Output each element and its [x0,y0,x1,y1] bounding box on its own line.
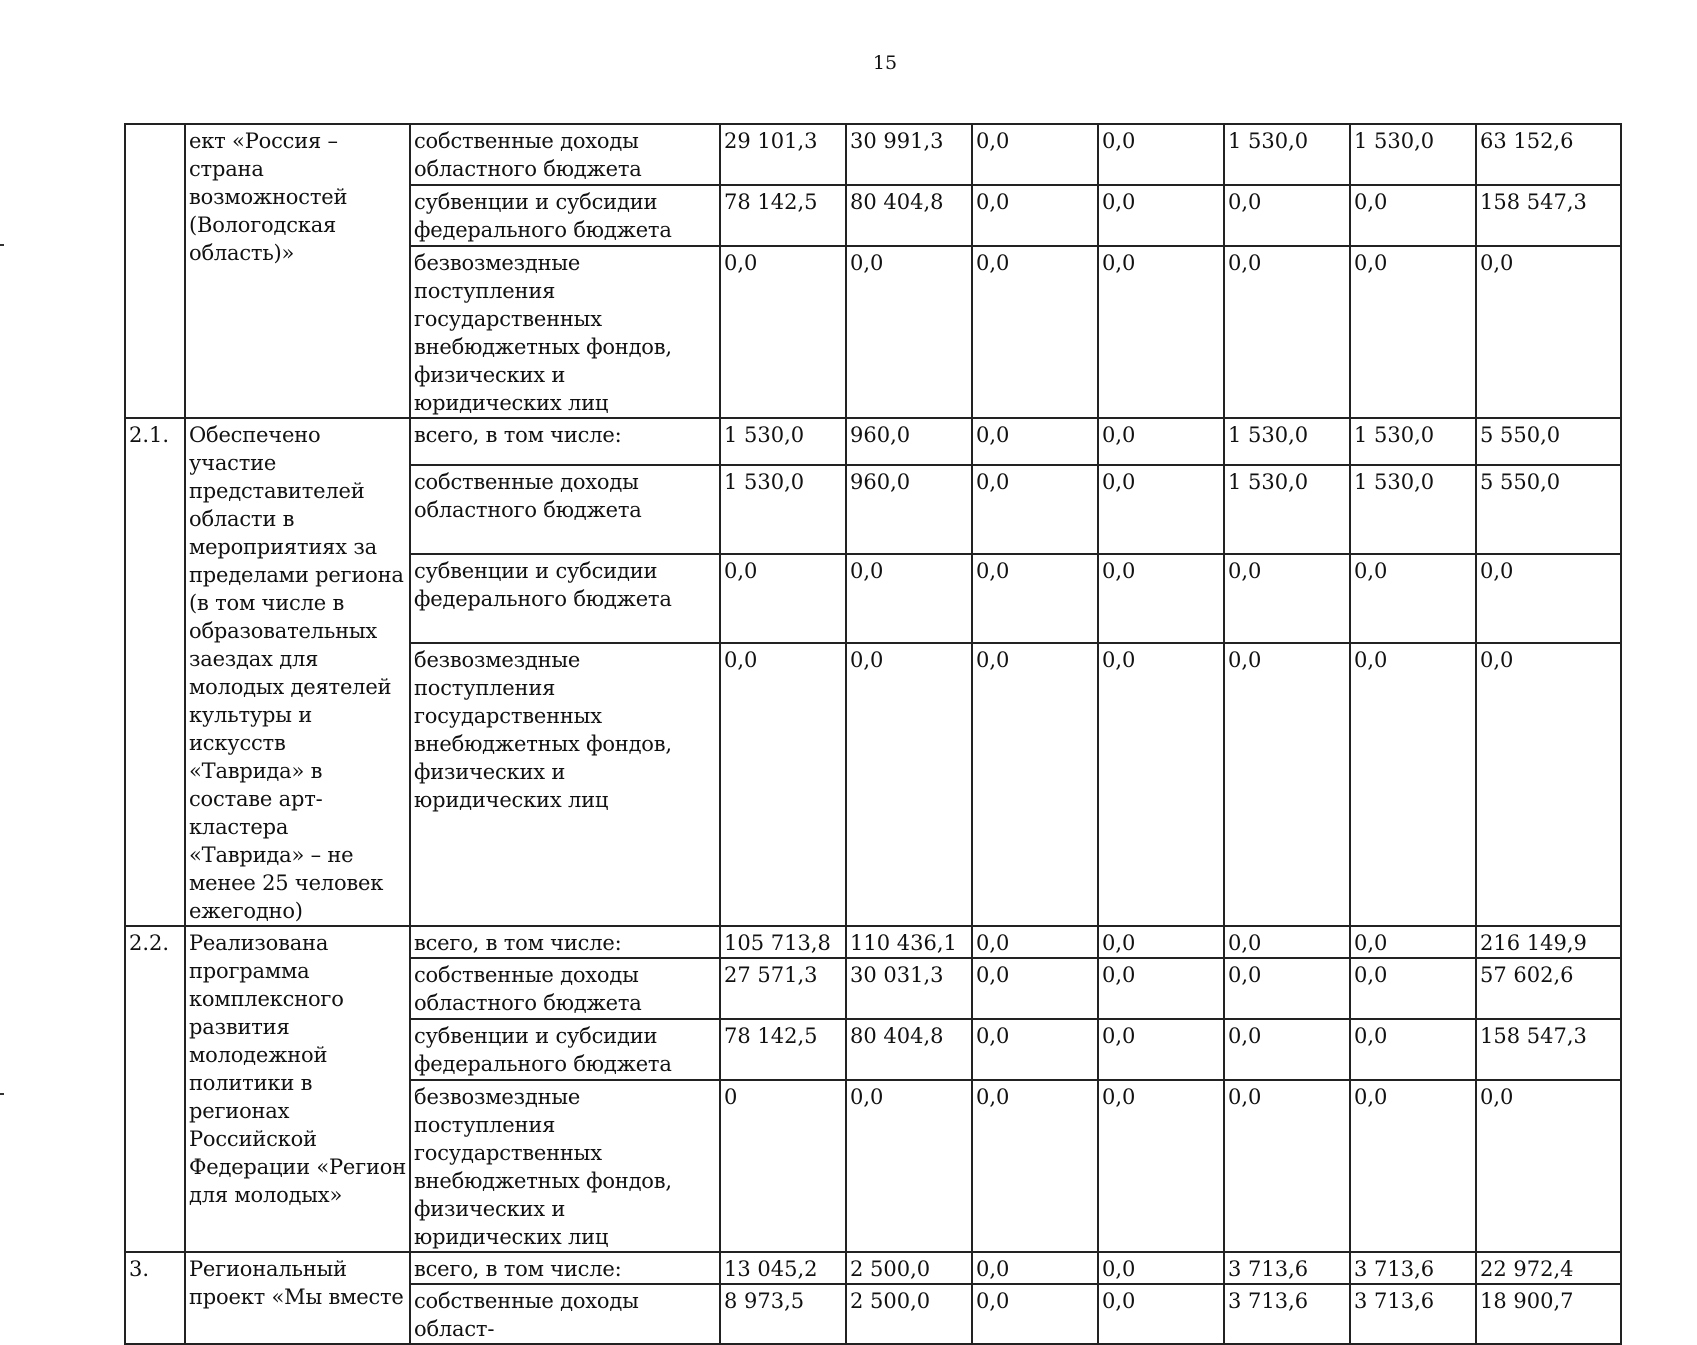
funding-source: безвозмездные поступления государственных внебюджетных фондов, физических и юридических лиц [410,246,720,418]
funding-source: собственные доходы област- [410,1284,720,1344]
value-cell: 0,0 [972,554,1098,643]
funding-source: субвенции и субсидии федерального бюджета [410,185,720,246]
scan-mark [0,1093,4,1095]
funding-source: всего, в том числе: [410,926,720,958]
value-total: 0,0 [1476,1080,1621,1252]
value-cell: 0,0 [1350,1080,1476,1252]
value-cell: 0,0 [1350,958,1476,1019]
value-cell: 0,0 [1098,1080,1224,1252]
value-cell: 0,0 [972,926,1098,958]
value-cell: 0,0 [1224,926,1350,958]
value-cell: 8 973,5 [720,1284,846,1344]
item-name: Реализована программа комплексного развития молодежной политики в регионах Российской Федерации «Регион для молодых» [185,926,410,1252]
table-row [125,926,1621,958]
value-cell: 78 142,5 [720,1019,846,1080]
funding-source: всего, в том числе: [410,1252,720,1284]
item-number: 3. [125,1252,185,1344]
value-cell: 1 530,0 [1224,465,1350,554]
value-cell: 3 713,6 [1224,1284,1350,1344]
value-cell: 0,0 [972,1284,1098,1344]
value-cell: 0,0 [720,246,846,418]
value-cell: 0,0 [1350,246,1476,418]
value-total: 5 550,0 [1476,418,1621,465]
value-cell: 0,0 [1350,185,1476,246]
funding-source: субвенции и субсидии федерального бюджета [410,554,720,643]
value-cell: 2 500,0 [846,1284,972,1344]
value-cell: 0,0 [846,1080,972,1252]
value-cell: 0,0 [1098,1019,1224,1080]
value-cell: 0,0 [846,246,972,418]
value-total: 158 547,3 [1476,185,1621,246]
value-cell: 0,0 [972,643,1098,926]
value-cell: 0,0 [1224,958,1350,1019]
item-number: 2.1. [125,418,185,926]
value-cell: 1 530,0 [1350,124,1476,185]
value-cell: 0,0 [1350,643,1476,926]
value-cell: 0,0 [972,958,1098,1019]
value-cell: 0,0 [972,1019,1098,1080]
value-total: 63 152,6 [1476,124,1621,185]
funding-source: собственные доходы областного бюджета [410,958,720,1019]
value-cell: 3 713,6 [1350,1252,1476,1284]
value-cell: 0,0 [1350,926,1476,958]
funding-source: субвенции и субсидии федерального бюджета [410,1019,720,1080]
value-total: 0,0 [1476,554,1621,643]
value-cell: 0 [720,1080,846,1252]
value-cell: 960,0 [846,465,972,554]
value-cell: 0,0 [1098,643,1224,926]
value-cell: 1 530,0 [1224,124,1350,185]
value-total: 0,0 [1476,643,1621,926]
value-cell: 0,0 [1350,554,1476,643]
value-cell: 13 045,2 [720,1252,846,1284]
table-row [125,124,1621,185]
value-cell: 0,0 [1224,1019,1350,1080]
value-cell: 0,0 [1098,246,1224,418]
value-total: 22 972,4 [1476,1252,1621,1284]
value-cell: 0,0 [1098,1252,1224,1284]
funding-source: безвозмездные поступления государственных внебюджетных фондов, физических и юридических лиц [410,1080,720,1252]
value-cell: 0,0 [972,124,1098,185]
value-total: 18 900,7 [1476,1284,1621,1344]
value-cell: 1 530,0 [1224,418,1350,465]
value-cell: 80 404,8 [846,185,972,246]
value-cell: 0,0 [972,185,1098,246]
value-cell: 1 530,0 [1350,465,1476,554]
value-cell: 3 713,6 [1350,1284,1476,1344]
value-cell: 3 713,6 [1224,1252,1350,1284]
value-cell: 960,0 [846,418,972,465]
value-cell: 0,0 [1224,1080,1350,1252]
value-cell: 27 571,3 [720,958,846,1019]
value-total: 0,0 [1476,246,1621,418]
value-cell: 0,0 [1098,926,1224,958]
value-cell: 1 530,0 [1350,418,1476,465]
scan-mark [0,244,4,246]
funding-source: собственные доходы областного бюджета [410,124,720,185]
value-cell: 0,0 [972,418,1098,465]
value-cell: 2 500,0 [846,1252,972,1284]
value-total: 57 602,6 [1476,958,1621,1019]
value-cell: 0,0 [1098,465,1224,554]
item-name: ект «Россия – страна возможностей (Вологодская область)» [185,124,410,418]
value-cell: 30 031,3 [846,958,972,1019]
value-cell: 0,0 [1098,958,1224,1019]
item-name: Обеспечено участие представителей области в мероприятиях за пределами региона (в том числе в образовательных заездах для молодых деятелей культуры и искусств «Таврида» в составе арт-кластера «Таврида» – не менее 25 человек ежегодно) [185,418,410,926]
value-cell: 0,0 [972,465,1098,554]
value-cell: 0,0 [1098,185,1224,246]
value-cell: 0,0 [1224,643,1350,926]
funding-source: безвозмездные поступления государственных внебюджетных фондов, физических и юридических лиц [410,643,720,926]
value-cell: 0,0 [1350,1019,1476,1080]
table-row [125,1252,1621,1284]
value-cell: 0,0 [720,643,846,926]
value-total: 216 149,9 [1476,926,1621,958]
value-cell: 0,0 [720,554,846,643]
item-name: Региональный проект «Мы вместе [185,1252,410,1344]
value-cell: 0,0 [1224,554,1350,643]
page-number: 15 [872,52,898,74]
value-cell: 0,0 [972,1080,1098,1252]
value-cell: 0,0 [1224,246,1350,418]
value-cell: 0,0 [972,246,1098,418]
value-total: 5 550,0 [1476,465,1621,554]
table-row [125,418,1621,465]
funding-source: всего, в том числе: [410,418,720,465]
value-cell: 0,0 [846,554,972,643]
budget-table [124,123,1622,1345]
value-cell: 0,0 [1224,185,1350,246]
funding-source: собственные доходы областного бюджета [410,465,720,554]
value-cell: 1 530,0 [720,418,846,465]
item-number [125,124,185,418]
value-cell: 0,0 [846,643,972,926]
value-cell: 30 991,3 [846,124,972,185]
value-cell: 0,0 [1098,418,1224,465]
item-number: 2.2. [125,926,185,1252]
value-cell: 0,0 [1098,1284,1224,1344]
value-cell: 105 713,8 [720,926,846,958]
value-cell: 1 530,0 [720,465,846,554]
value-cell: 0,0 [1098,554,1224,643]
table-body [125,124,1621,1344]
value-cell: 78 142,5 [720,185,846,246]
value-cell: 29 101,3 [720,124,846,185]
value-total: 158 547,3 [1476,1019,1621,1080]
value-cell: 110 436,1 [846,926,972,958]
value-cell: 80 404,8 [846,1019,972,1080]
value-cell: 0,0 [972,1252,1098,1284]
value-cell: 0,0 [1098,124,1224,185]
